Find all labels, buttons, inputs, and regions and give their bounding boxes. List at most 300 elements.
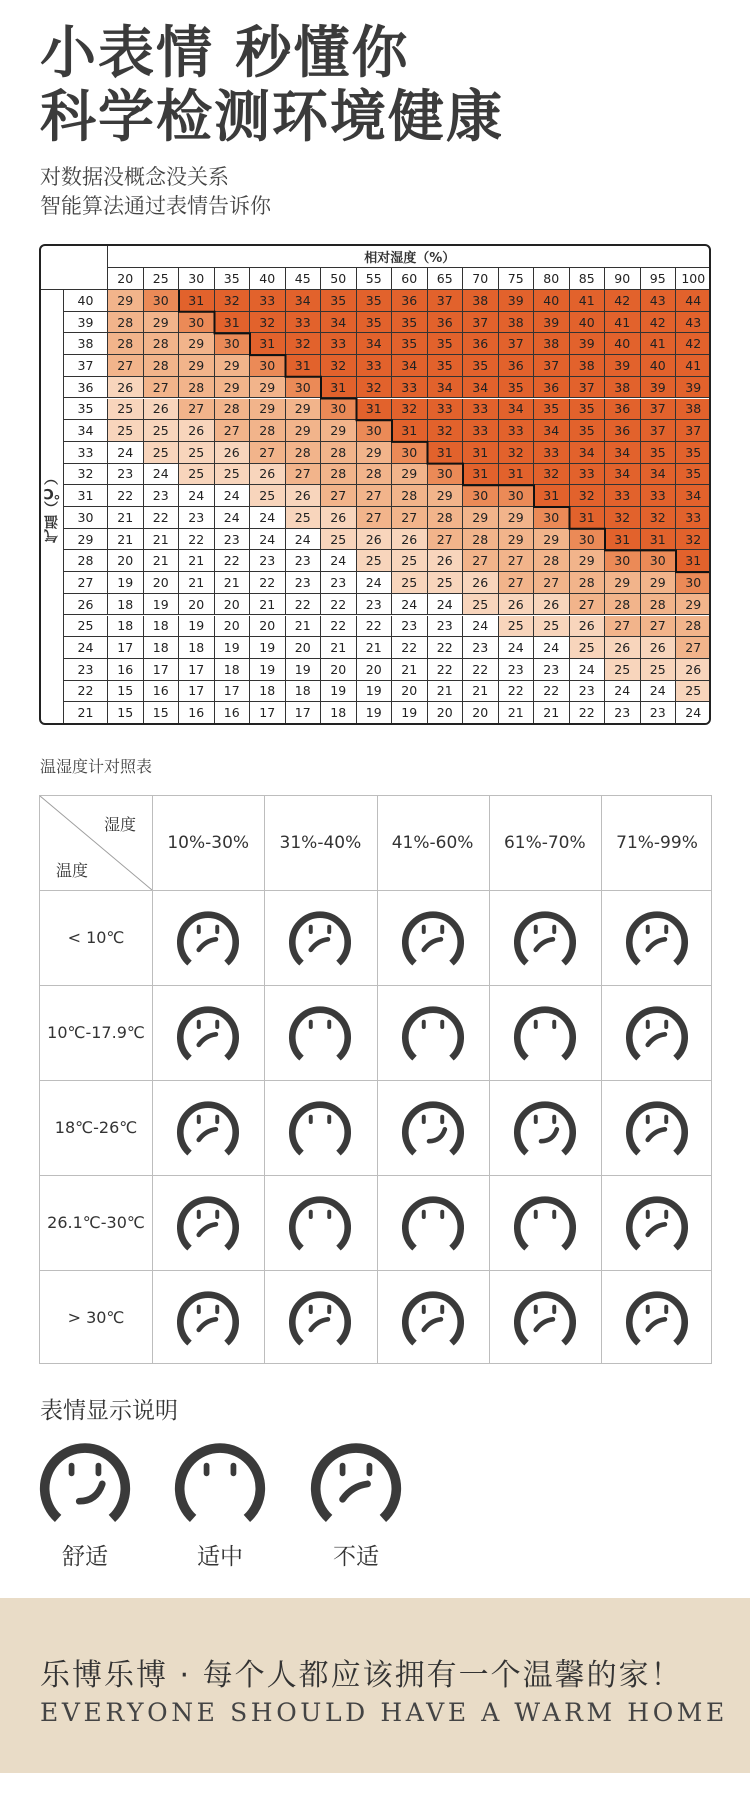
heat-index-cell: 16 — [108, 659, 144, 681]
heat-index-cell: 25 — [534, 616, 570, 638]
neutral-face-icon — [264, 985, 376, 1080]
heat-index-cell: 18 — [321, 702, 357, 724]
uncomfortable-face-icon — [264, 1270, 376, 1365]
temperature-range-header: 18℃-26℃ — [54, 1118, 138, 1137]
heat-index-cell: 18 — [108, 594, 144, 616]
heat-index-cell: 28 — [570, 572, 606, 594]
heat-index-cell: 42 — [641, 312, 677, 334]
heat-index-cell: 32 — [676, 529, 711, 551]
heat-index-cell: 39 — [676, 377, 711, 399]
heat-index-cell: 24 — [499, 637, 535, 659]
heat-index-cell: 33 — [676, 507, 711, 529]
headline — [40, 22, 504, 150]
heat-index-cell: 37 — [641, 420, 677, 442]
heat-index-cell: 37 — [641, 399, 677, 421]
neutral-face-icon — [264, 1175, 376, 1270]
heat-index-cell: 27 — [357, 485, 393, 507]
uncomfortable-face-icon — [301, 1434, 411, 1534]
heat-index-cell: 31 — [250, 333, 286, 355]
heat-index-cell: 23 — [357, 594, 393, 616]
heat-index-cell: 31 — [215, 312, 251, 334]
heat-index-cell: 16 — [179, 702, 215, 724]
heat-index-cell: 21 — [463, 681, 499, 703]
heat-index-cell: 30 — [357, 420, 393, 442]
temperature-tick: 32 — [64, 464, 108, 486]
heat-index-cell: 32 — [321, 355, 357, 377]
comfortable-face-icon — [377, 1080, 489, 1175]
heat-index-cell: 28 — [108, 333, 144, 355]
humidity-tick: 75 — [499, 268, 535, 290]
heat-index-cell: 31 — [499, 464, 535, 486]
heat-index-cell: 29 — [286, 420, 322, 442]
heat-index-cell: 19 — [357, 681, 393, 703]
heat-index-cell: 21 — [250, 594, 286, 616]
heat-index-cell: 31 — [463, 464, 499, 486]
heat-index-cell: 35 — [570, 420, 606, 442]
heat-index-cell: 19 — [286, 659, 322, 681]
humidity-range-header: 10%-30% — [167, 833, 250, 853]
heat-index-cell: 29 — [641, 572, 677, 594]
temperature-tick: 33 — [64, 442, 108, 464]
temperature-tick: 34 — [64, 420, 108, 442]
legend-item-uncomfortable — [301, 1434, 411, 1571]
uncomfortable-face-icon — [489, 1270, 601, 1365]
heat-index-cell: 21 — [179, 550, 215, 572]
heat-index-cell: 19 — [250, 659, 286, 681]
temperature-tick: 29 — [64, 529, 108, 551]
heat-index-cell: 29 — [499, 507, 535, 529]
heat-index-cell: 35 — [357, 312, 393, 334]
heat-index-cell: 41 — [605, 312, 641, 334]
heat-index-cell: 16 — [144, 681, 180, 703]
heat-index-cell: 20 — [392, 681, 428, 703]
heat-index-cell: 19 — [250, 637, 286, 659]
heat-index-cell: 24 — [357, 572, 393, 594]
humidity-range-header: 61%-70% — [503, 833, 586, 853]
heat-index-cell: 33 — [357, 355, 393, 377]
heat-index-cell: 30 — [605, 550, 641, 572]
temperature-tick: 39 — [64, 312, 108, 334]
heat-index-cell: 22 — [250, 572, 286, 594]
temperature-tick: 38 — [64, 333, 108, 355]
humidity-range-header: 31%-40% — [279, 833, 362, 853]
heat-index-cell: 33 — [570, 464, 606, 486]
temperature-tick: 24 — [64, 637, 108, 659]
heat-index-cell: 39 — [499, 290, 535, 312]
heat-index-cell: 28 — [676, 616, 711, 638]
humidity-tick: 85 — [570, 268, 606, 290]
heat-index-cell: 19 — [144, 594, 180, 616]
heat-index-cell: 35 — [463, 355, 499, 377]
heat-index-cell: 20 — [179, 594, 215, 616]
heat-index-cell: 16 — [215, 702, 251, 724]
heat-index-cell: 24 — [179, 485, 215, 507]
heat-index-cell: 29 — [179, 333, 215, 355]
heat-index-cell: 19 — [179, 616, 215, 638]
uncomfortable-face-icon — [601, 1270, 713, 1365]
heat-index-cell: 28 — [534, 550, 570, 572]
humidity-tick: 55 — [357, 268, 393, 290]
heat-index-cell: 25 — [108, 399, 144, 421]
heat-index-cell: 30 — [570, 529, 606, 551]
heat-index-cell: 33 — [286, 312, 322, 334]
temperature-range-header: < 10℃ — [67, 928, 125, 947]
heat-index-cell: 30 — [463, 485, 499, 507]
heat-index-cell: 23 — [144, 485, 180, 507]
heat-index-cell: 26 — [357, 529, 393, 551]
heat-index-cell: 32 — [215, 290, 251, 312]
heat-index-cell: 26 — [676, 659, 711, 681]
heat-index-cell: 25 — [392, 550, 428, 572]
heat-index-cell: 38 — [605, 377, 641, 399]
heat-index-cell: 33 — [499, 420, 535, 442]
heat-index-cell: 24 — [641, 681, 677, 703]
temperature-tick: 30 — [64, 507, 108, 529]
heat-index-cell: 22 — [215, 550, 251, 572]
heat-index-cell: 39 — [534, 312, 570, 334]
heat-index-cell: 26 — [250, 464, 286, 486]
heat-index-cell: 26 — [215, 442, 251, 464]
heat-index-cell: 22 — [108, 485, 144, 507]
heat-index-cell: 34 — [286, 290, 322, 312]
heat-index-cell: 42 — [676, 333, 711, 355]
heat-index-cell: 29 — [321, 420, 357, 442]
heat-index-cell: 32 — [641, 507, 677, 529]
heat-index-cell: 26 — [108, 377, 144, 399]
heat-index-cell: 31 — [392, 420, 428, 442]
heat-index-cell: 29 — [570, 550, 606, 572]
heat-index-cell: 18 — [144, 637, 180, 659]
legend-label: 适中 — [197, 1544, 243, 1570]
heat-index-cell: 36 — [605, 399, 641, 421]
heat-index-cell: 29 — [108, 290, 144, 312]
heat-index-cell: 25 — [144, 442, 180, 464]
heat-index-cell: 24 — [215, 485, 251, 507]
heat-index-cell: 15 — [144, 702, 180, 724]
heat-index-cell: 44 — [676, 290, 711, 312]
heat-index-cell: 28 — [321, 464, 357, 486]
heat-index-cell: 29 — [676, 594, 711, 616]
heat-index-cell: 28 — [179, 377, 215, 399]
heat-index-cell: 25 — [570, 637, 606, 659]
heat-index-cell: 25 — [286, 507, 322, 529]
heat-index-table — [39, 244, 711, 725]
heat-index-cell: 28 — [641, 594, 677, 616]
legend-title: 表情显示说明 — [40, 1398, 178, 1424]
heat-index-cell: 26 — [428, 550, 464, 572]
heat-index-cell: 25 — [641, 659, 677, 681]
heat-index-cell: 34 — [605, 442, 641, 464]
heat-index-cell: 38 — [499, 312, 535, 334]
heat-index-cell: 32 — [570, 485, 606, 507]
heat-index-cell: 22 — [499, 681, 535, 703]
heat-index-cell: 32 — [286, 333, 322, 355]
heat-index-cell: 38 — [463, 290, 499, 312]
heat-index-cell: 25 — [215, 464, 251, 486]
heat-index-cell: 29 — [286, 399, 322, 421]
heat-index-cell: 43 — [641, 290, 677, 312]
heat-index-cell: 37 — [676, 420, 711, 442]
heat-index-cell: 29 — [534, 529, 570, 551]
uncomfortable-face-icon — [152, 985, 264, 1080]
heat-index-cell: 21 — [144, 529, 180, 551]
heat-index-cell: 30 — [392, 442, 428, 464]
uncomfortable-face-icon — [601, 890, 713, 985]
heat-index-cell: 31 — [463, 442, 499, 464]
heat-index-cell: 20 — [250, 616, 286, 638]
heat-index-cell: 27 — [392, 507, 428, 529]
heat-index-cell: 17 — [179, 681, 215, 703]
heat-index-cell: 26 — [144, 399, 180, 421]
humidity-range-header: 71%-99% — [616, 833, 698, 853]
temperature-range-header: > 30℃ — [67, 1308, 125, 1327]
heat-index-cell: 37 — [428, 290, 464, 312]
heat-index-cell: 29 — [215, 355, 251, 377]
heat-index-cell: 30 — [499, 485, 535, 507]
heat-index-cell: 22 — [392, 637, 428, 659]
heat-index-cell: 34 — [605, 464, 641, 486]
heat-index-cell: 17 — [250, 702, 286, 724]
heat-index-cell: 26 — [499, 594, 535, 616]
heat-index-cell: 34 — [534, 420, 570, 442]
legend-item-comfortable — [30, 1434, 140, 1571]
heat-index-cell: 21 — [321, 637, 357, 659]
heat-index-cell: 23 — [499, 659, 535, 681]
subline-line1: 对数据没概念没关系 — [40, 165, 229, 189]
heat-index-cell: 36 — [534, 377, 570, 399]
corner-humidity-label: 湿度 — [104, 815, 137, 834]
heat-index-cell: 33 — [392, 377, 428, 399]
heat-index-cell: 20 — [321, 659, 357, 681]
heat-index-cell: 27 — [641, 616, 677, 638]
heat-index-cell: 27 — [499, 550, 535, 572]
table-caption: 温湿度计对照表 — [40, 757, 153, 776]
heat-index-cell: 32 — [428, 420, 464, 442]
humidity-tick: 70 — [463, 268, 499, 290]
heat-index-cell: 37 — [534, 355, 570, 377]
heat-index-cell: 18 — [108, 616, 144, 638]
heat-index-cell: 30 — [321, 399, 357, 421]
heat-index-cell: 30 — [534, 507, 570, 529]
heat-index-cell: 22 — [321, 594, 357, 616]
heat-index-cell: 23 — [321, 572, 357, 594]
heat-index-cell: 33 — [250, 290, 286, 312]
heat-index-cell: 39 — [605, 355, 641, 377]
heat-index-cell: 25 — [179, 442, 215, 464]
heat-index-cell: 25 — [144, 420, 180, 442]
danger-zone-boundary — [41, 246, 711, 725]
heat-index-cell: 24 — [605, 681, 641, 703]
neutral-face-icon — [165, 1434, 275, 1534]
heat-index-cell: 26 — [392, 529, 428, 551]
heat-index-cell: 36 — [392, 290, 428, 312]
heat-index-cell: 17 — [286, 702, 322, 724]
heat-index-cell: 22 — [428, 637, 464, 659]
comfort-matrix — [39, 795, 712, 1364]
heat-index-cell: 34 — [499, 399, 535, 421]
heat-index-cell: 31 — [605, 529, 641, 551]
comfortable-face-icon — [489, 1080, 601, 1175]
heat-index-cell: 23 — [641, 702, 677, 724]
heat-index-cell: 37 — [570, 377, 606, 399]
heat-index-cell: 19 — [215, 637, 251, 659]
heat-index-cell: 38 — [534, 333, 570, 355]
heat-index-cell: 24 — [534, 637, 570, 659]
heat-index-cell: 29 — [605, 572, 641, 594]
legend-label: 不适 — [333, 1544, 379, 1570]
heat-index-cell: 27 — [676, 637, 711, 659]
heat-index-cell: 17 — [108, 637, 144, 659]
heat-index-cell: 24 — [428, 594, 464, 616]
legend-label: 舒适 — [62, 1544, 108, 1570]
heat-index-cell: 23 — [286, 572, 322, 594]
heat-index-cell: 42 — [605, 290, 641, 312]
heat-index-cell: 24 — [392, 594, 428, 616]
footer-banner — [0, 1598, 750, 1773]
heat-index-cell: 43 — [676, 312, 711, 334]
temperature-tick: 23 — [64, 659, 108, 681]
heat-index-cell: 35 — [357, 290, 393, 312]
humidity-header: 相对湿度（%） — [108, 246, 711, 268]
neutral-face-icon — [489, 985, 601, 1080]
heat-index-cell: 29 — [428, 485, 464, 507]
heat-index-cell: 23 — [605, 702, 641, 724]
humidity-tick: 50 — [321, 268, 357, 290]
heat-index-cell: 21 — [357, 637, 393, 659]
heat-index-cell: 21 — [179, 572, 215, 594]
heat-index-cell: 28 — [605, 594, 641, 616]
heat-index-cell: 28 — [463, 529, 499, 551]
uncomfortable-face-icon — [264, 890, 376, 985]
heat-index-cell: 28 — [144, 355, 180, 377]
heat-index-cell: 40 — [641, 355, 677, 377]
heat-index-cell: 19 — [357, 702, 393, 724]
heat-index-cell: 23 — [534, 659, 570, 681]
heat-index-cell: 34 — [392, 355, 428, 377]
heat-index-cell: 26 — [570, 616, 606, 638]
headline-line2: 科学检测环境健康 — [40, 85, 504, 150]
heat-index-cell: 27 — [463, 550, 499, 572]
heat-index-cell: 28 — [392, 485, 428, 507]
comfortable-face-icon — [30, 1434, 140, 1534]
humidity-tick: 80 — [534, 268, 570, 290]
temperature-tick: 40 — [64, 290, 108, 312]
heat-index-cell: 20 — [463, 702, 499, 724]
heat-index-cell: 28 — [357, 464, 393, 486]
heat-index-cell: 26 — [641, 637, 677, 659]
temperature-range-header: 10℃-17.9℃ — [47, 1023, 145, 1042]
heat-index-cell: 35 — [641, 442, 677, 464]
heat-index-cell: 25 — [428, 572, 464, 594]
heat-index-cell: 30 — [250, 355, 286, 377]
heat-index-cell: 27 — [534, 572, 570, 594]
heat-index-cell: 27 — [605, 616, 641, 638]
heat-index-cell: 35 — [534, 399, 570, 421]
heat-index-cell: 22 — [179, 529, 215, 551]
heat-index-cell: 31 — [641, 529, 677, 551]
heat-index-cell: 24 — [570, 659, 606, 681]
heat-index-cell: 35 — [392, 333, 428, 355]
heat-index-cell: 25 — [108, 420, 144, 442]
heat-index-cell: 31 — [357, 399, 393, 421]
heat-index-cell: 31 — [676, 550, 711, 572]
heat-index-cell: 17 — [179, 659, 215, 681]
heat-index-cell: 26 — [179, 420, 215, 442]
heat-index-cell: 25 — [605, 659, 641, 681]
heat-index-cell: 36 — [463, 333, 499, 355]
heat-index-cell: 25 — [676, 681, 711, 703]
heat-index-cell: 38 — [570, 355, 606, 377]
temperature-tick: 37 — [64, 355, 108, 377]
heat-index-cell: 28 — [108, 312, 144, 334]
heat-index-cell: 20 — [286, 637, 322, 659]
heat-index-cell: 28 — [144, 333, 180, 355]
heat-index-cell: 25 — [499, 616, 535, 638]
heat-index-cell: 33 — [463, 399, 499, 421]
humidity-tick: 90 — [605, 268, 641, 290]
heat-index-cell: 24 — [250, 529, 286, 551]
heat-index-cell: 33 — [463, 420, 499, 442]
heat-index-cell: 29 — [215, 377, 251, 399]
heat-index-cell: 19 — [108, 572, 144, 594]
heat-index-cell: 35 — [392, 312, 428, 334]
heat-index-cell: 23 — [392, 616, 428, 638]
humidity-range-header: 41%-60% — [391, 833, 474, 853]
heat-index-cell: 22 — [321, 616, 357, 638]
heat-index-cell: 21 — [108, 529, 144, 551]
heat-index-cell: 33 — [641, 485, 677, 507]
heat-index-cell: 28 — [215, 399, 251, 421]
heat-index-cell: 23 — [428, 616, 464, 638]
heat-index-cell: 29 — [179, 355, 215, 377]
heat-index-cell: 29 — [250, 399, 286, 421]
heat-index-cell: 28 — [321, 442, 357, 464]
heat-index-cell: 25 — [357, 550, 393, 572]
heat-index-cell: 18 — [215, 659, 251, 681]
heat-index-cell: 23 — [108, 464, 144, 486]
uncomfortable-face-icon — [152, 1270, 264, 1365]
heat-index-cell: 41 — [570, 290, 606, 312]
heat-index-cell: 27 — [428, 529, 464, 551]
heat-index-cell: 26 — [534, 594, 570, 616]
heat-index-cell: 30 — [144, 290, 180, 312]
heat-index-cell: 30 — [179, 312, 215, 334]
heat-index-cell: 21 — [392, 659, 428, 681]
heat-index-cell: 20 — [108, 550, 144, 572]
heat-index-cell: 32 — [605, 507, 641, 529]
humidity-tick: 25 — [144, 268, 180, 290]
temperature-range-header: 26.1℃-30℃ — [47, 1213, 145, 1232]
heat-index-cell: 26 — [463, 572, 499, 594]
temperature-tick: 21 — [64, 702, 108, 724]
heat-index-cell: 27 — [499, 572, 535, 594]
heat-index-cell: 30 — [428, 464, 464, 486]
heat-index-cell: 34 — [570, 442, 606, 464]
heat-index-cell: 40 — [534, 290, 570, 312]
heat-index-cell: 33 — [428, 399, 464, 421]
heat-index-cell: 32 — [392, 399, 428, 421]
heat-index-cell: 22 — [534, 681, 570, 703]
heat-index-cell: 31 — [286, 355, 322, 377]
heat-index-cell: 29 — [463, 507, 499, 529]
heat-index-cell: 22 — [570, 702, 606, 724]
heat-index-cell: 18 — [144, 616, 180, 638]
heat-index-cell: 20 — [428, 702, 464, 724]
heat-index-cell: 27 — [179, 399, 215, 421]
heat-index-cell: 29 — [392, 464, 428, 486]
heat-index-cell: 20 — [215, 594, 251, 616]
humidity-tick: 95 — [641, 268, 677, 290]
